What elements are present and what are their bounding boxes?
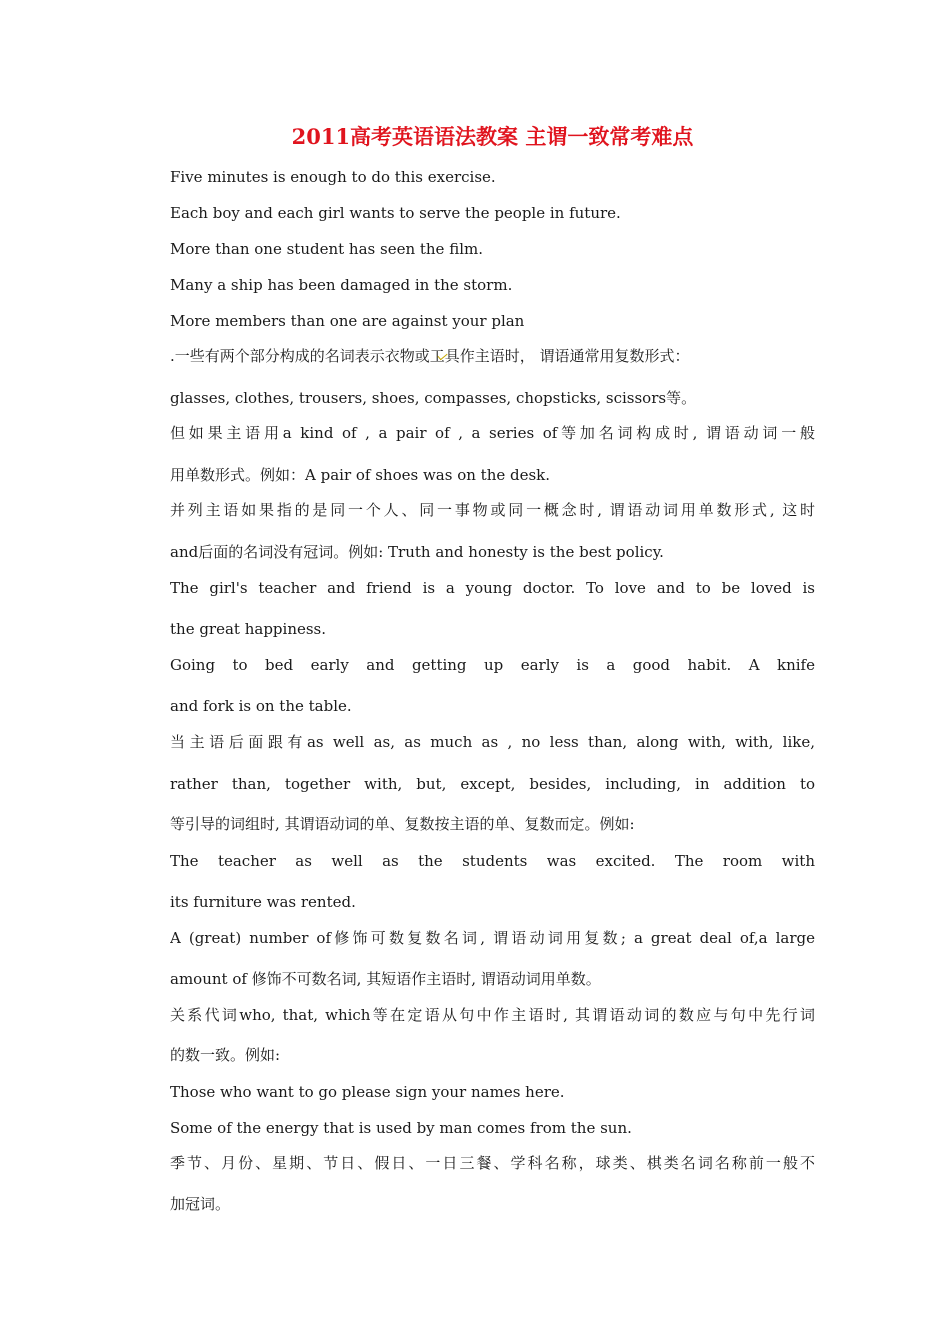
text-line: Those who want to go please sign your names here. bbox=[170, 1083, 565, 1101]
text-line: and后面的名词没有冠词。例如: Truth and honesty is the best policy. bbox=[170, 543, 664, 561]
text-line: 季节、月份、星期、节日、假日、一日三餐、学科名称，球类、棋类名词名称前一般不 bbox=[170, 1154, 815, 1172]
text-line: and fork is on the table. bbox=[170, 697, 352, 715]
text-line: .一些有两个部分构成的名词表示衣物或工具作主语时， 谓语通常用复数形式： bbox=[170, 347, 690, 365]
text-line: A (great) number of修饰可数复数名词, 谓语动词用复数; a great deal of,a large bbox=[170, 929, 815, 947]
text-line: The girl's teacher and friend is a young doctor. To love and to be loved is bbox=[170, 579, 815, 597]
text-line: 当主语后面跟有as well as, as much as , no less than, along with, with, like, bbox=[170, 733, 815, 751]
text-line: Each boy and each girl wants to serve the people in future. bbox=[170, 204, 621, 222]
text-line: rather than, together with, but, except, besides, including, in addition to bbox=[170, 775, 815, 793]
text-line: Going to bed early and getting up early is a good habit. A knife bbox=[170, 656, 815, 674]
text-line: 的数一致。例如: bbox=[170, 1046, 281, 1064]
text-line: the great happiness. bbox=[170, 620, 327, 638]
text-line: Five minutes is enough to do this exercise. bbox=[170, 168, 496, 186]
text-line: amount of 修饰不可数名词, 其短语作主语时, 谓语动词用单数。 bbox=[170, 970, 601, 988]
text-line: The teacher as well as the students was excited. The room with bbox=[170, 852, 815, 870]
text-line: 但如果主语用a kind of , a pair of , a series of等加名词构成时, 谓语动词一般 bbox=[170, 424, 815, 442]
text-line: 关系代词who, that, which等在定语从句中作主语时, 其谓语动词的数应与句中先行词 bbox=[170, 1006, 815, 1024]
text-line: 并列主语如果指的是同一个人、同一事物或同一概念时, 谓语动词用单数形式, 这时 bbox=[170, 501, 815, 519]
text-line: glasses, clothes, trousers, shoes, compasses, chopsticks, scissors等。 bbox=[170, 389, 697, 407]
text-line: Many a ship has been damaged in the storm. bbox=[170, 276, 513, 294]
document-title: 2011高考英语语法教案 主谓一致常考难点 bbox=[291, 124, 694, 149]
text-line: its furniture was rented. bbox=[170, 893, 356, 911]
text-line: 加冠词。 bbox=[170, 1195, 231, 1213]
text-line: 等引导的词组时, 其谓语动词的单、复数按主语的单、复数而定。例如: bbox=[170, 815, 635, 833]
text-line: More than one student has seen the film. bbox=[170, 240, 484, 258]
text-line: More members than one are against your plan bbox=[170, 312, 525, 330]
text-line: Some of the energy that is used by man comes from the sun. bbox=[170, 1119, 632, 1137]
text-line: 用单数形式。例如：A pair of shoes was on the desk. bbox=[170, 466, 551, 484]
